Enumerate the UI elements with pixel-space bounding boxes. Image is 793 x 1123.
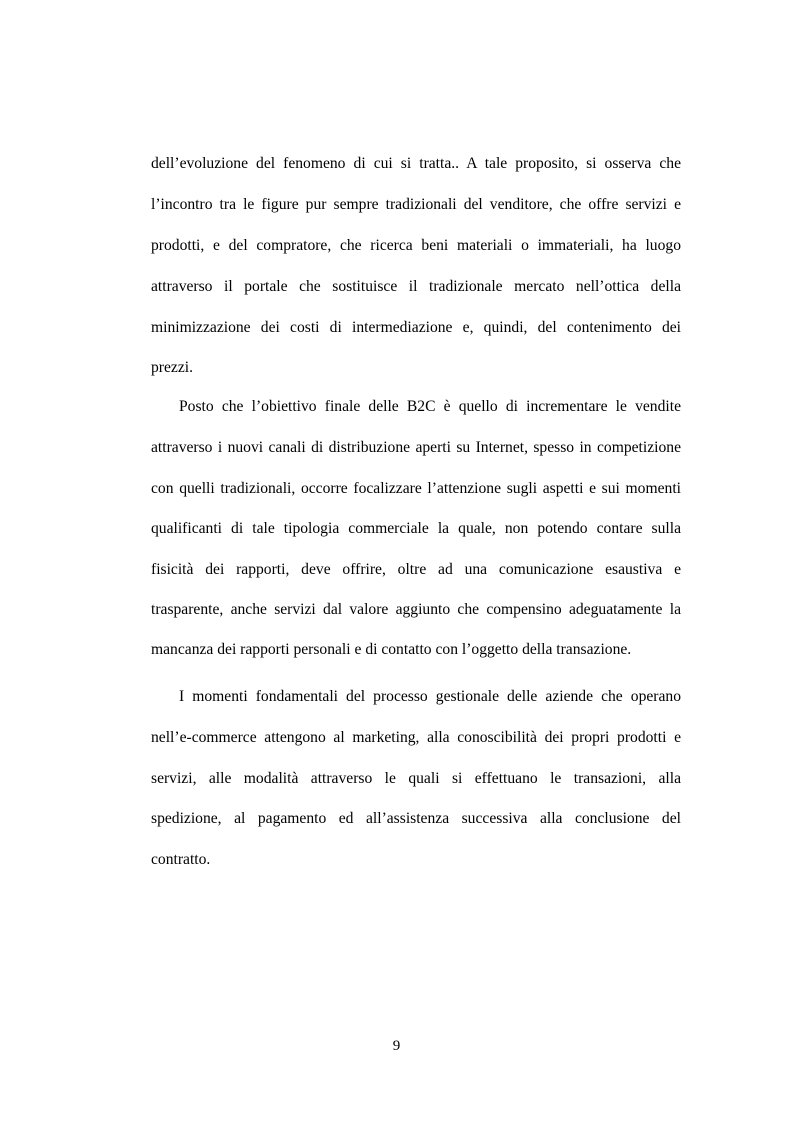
text-line: minimizzazione dei costi di intermediazione e, quindi, del contenimento dei — [151, 319, 681, 336]
text-line: fisicità dei rapporti, deve offrire, oltre ad una comunicazione esaustiva e — [151, 561, 681, 578]
text-line: prodotti, e del compratore, che ricerca beni materiali o immateriali, ha luogo — [151, 237, 681, 254]
text-line: l’incontro tra le figure pur sempre tradizionali del venditore, che offre servizi e — [151, 196, 681, 213]
text-line: Posto che l’obiettivo finale delle B2C è quello di incrementare le vendite — [179, 398, 681, 415]
page-number: 9 — [392, 1038, 401, 1054]
text-line: mancanza dei rapporti personali e di contatto con l’oggetto della transazione. — [151, 641, 632, 658]
text-line: spedizione, al pagamento ed all’assistenza successiva alla conclusione del — [151, 810, 681, 827]
text-line: attraverso il portale che sostituisce il tradizionale mercato nell’ottica della — [151, 278, 681, 295]
text-line: nell’e-commerce attengono al marketing, alla conoscibilità dei propri prodotti e — [151, 729, 681, 746]
text-line: dell’evoluzione del fenomeno di cui si tratta.. A tale proposito, si osserva che — [151, 155, 681, 172]
text-line: attraverso i nuovi canali di distribuzione aperti su Internet, spesso in competizione — [151, 439, 681, 456]
text-line: prezzi. — [151, 359, 193, 376]
text-line: contratto. — [151, 851, 211, 868]
text-line: qualificanti di tale tipologia commerciale la quale, non potendo contare sulla — [151, 520, 681, 537]
text-line: con quelli tradizionali, occorre focalizzare l’attenzione sugli aspetti e sui momenti — [151, 480, 681, 497]
text-line: trasparente, anche servizi dal valore aggiunto che compensino adeguatamente la — [151, 601, 681, 618]
text-line: servizi, alle modalità attraverso le quali si effettuano le transazioni, alla — [151, 770, 681, 787]
text-line: I momenti fondamentali del processo gestionale delle aziende che operano — [179, 688, 681, 705]
